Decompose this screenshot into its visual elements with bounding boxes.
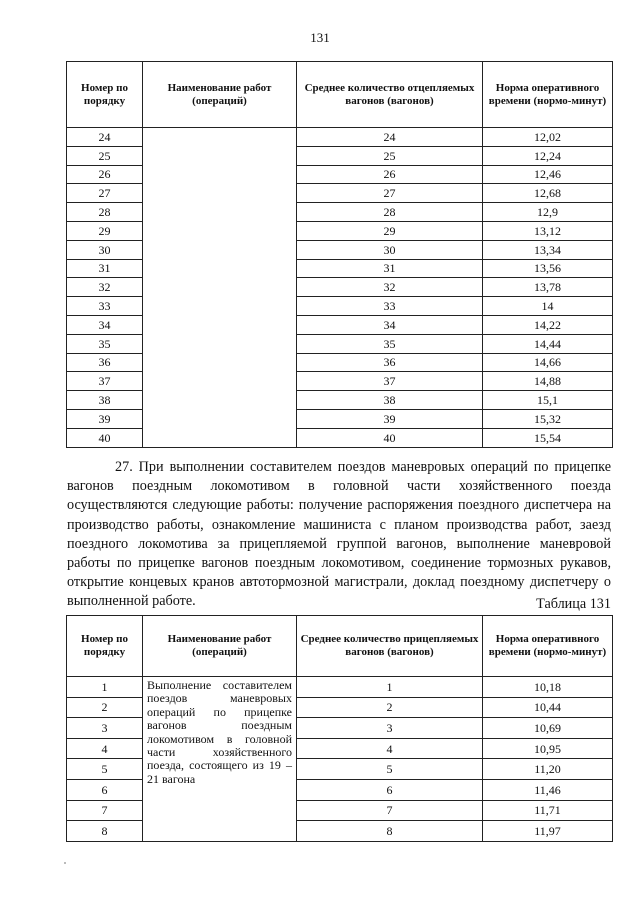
row-number-cell: 34 [67, 315, 143, 334]
norm-time-cell: 14 [483, 297, 613, 316]
row-number-cell: 2 [67, 697, 143, 718]
table-2-caption: Таблица 131 [536, 596, 611, 612]
table-row [67, 677, 613, 698]
wagon-count-cell: 24 [297, 128, 483, 147]
paragraph-27: 27. При выполнении составителем поездов маневровых операций по прицепке вагонов поездным локомотивом в головной части хозяйственного поезда осуществляются следующие работы: получение распоряжения поездного диспетчера на производство работы, ознакомление машиниста с планом производства работ, заезд поездного локомотива за прицепляемой группой вагонов, выполнение маневровой работы по прицепке вагонов поездным локомотивом, соединение тормозных рукавов, открытие концевых кранов автотормозной магистрали, доклад поездному диспетчеру о выполненной работе. [67, 459, 611, 610]
norm-time-cell: 15,32 [483, 409, 613, 428]
operation-cell [143, 128, 297, 448]
scan-speck [64, 862, 66, 864]
norm-time-cell: 12,24 [483, 146, 613, 165]
norm-time-cell: 11,20 [483, 759, 613, 780]
wagon-count-cell: 25 [297, 146, 483, 165]
norm-time-cell: 13,12 [483, 221, 613, 240]
wagon-count-cell: 4 [297, 738, 483, 759]
row-number-cell: 29 [67, 221, 143, 240]
norm-time-cell: 13,34 [483, 240, 613, 259]
norm-time-cell: 14,22 [483, 315, 613, 334]
row-number-cell: 30 [67, 240, 143, 259]
row-number-cell: 3 [67, 718, 143, 739]
wagon-count-cell: 32 [297, 278, 483, 297]
table-2-header-row [67, 616, 613, 677]
norm-time-cell: 10,95 [483, 738, 613, 759]
row-number-cell: 28 [67, 203, 143, 222]
table-1-body [67, 128, 613, 448]
norm-time-cell: 15,1 [483, 391, 613, 410]
row-number-cell: 38 [67, 391, 143, 410]
wagon-count-cell: 6 [297, 779, 483, 800]
header-norm: Норма оперативного времени (нормо-минут) [483, 62, 613, 128]
header-number: Номер по порядку [67, 616, 143, 677]
header-wagons: Среднее количество прицепляемых вагонов (вагонов) [297, 616, 483, 677]
row-number-cell: 25 [67, 146, 143, 165]
norm-time-cell: 13,78 [483, 278, 613, 297]
norm-time-cell: 14,66 [483, 353, 613, 372]
wagon-count-cell: 40 [297, 428, 483, 447]
row-number-cell: 35 [67, 334, 143, 353]
norm-time-cell: 11,97 [483, 821, 613, 842]
norm-time-cell: 14,44 [483, 334, 613, 353]
row-number-cell: 5 [67, 759, 143, 780]
row-number-cell: 32 [67, 278, 143, 297]
wagon-count-cell: 3 [297, 718, 483, 739]
norm-time-cell: 11,71 [483, 800, 613, 821]
row-number-cell: 33 [67, 297, 143, 316]
norm-time-cell: 13,56 [483, 259, 613, 278]
row-number-cell: 27 [67, 184, 143, 203]
row-number-cell: 37 [67, 372, 143, 391]
row-number-cell: 8 [67, 821, 143, 842]
norm-time-cell: 10,69 [483, 718, 613, 739]
row-number-cell: 36 [67, 353, 143, 372]
table-row [67, 128, 613, 147]
header-operation: Наименование работ (операций) [143, 616, 297, 677]
table-1 [66, 61, 613, 448]
wagon-count-cell: 37 [297, 372, 483, 391]
row-number-cell: 4 [67, 738, 143, 759]
row-number-cell: 1 [67, 677, 143, 698]
wagon-count-cell: 31 [297, 259, 483, 278]
norm-time-cell: 12,68 [483, 184, 613, 203]
wagon-count-cell: 38 [297, 391, 483, 410]
row-number-cell: 40 [67, 428, 143, 447]
norm-time-cell: 10,18 [483, 677, 613, 698]
norm-time-cell: 10,44 [483, 697, 613, 718]
wagon-count-cell: 33 [297, 297, 483, 316]
norm-time-cell: 14,88 [483, 372, 613, 391]
wagon-count-cell: 26 [297, 165, 483, 184]
wagon-count-cell: 5 [297, 759, 483, 780]
wagon-count-cell: 7 [297, 800, 483, 821]
row-number-cell: 31 [67, 259, 143, 278]
norm-time-cell: 12,02 [483, 128, 613, 147]
row-number-cell: 7 [67, 800, 143, 821]
operation-cell: Выполнение составителем поездов маневровых операций по прицепке вагонов поездным локомотивом в головной части хозяйственного поезда, состоящего из 19 – 21 вагона [143, 677, 297, 842]
wagon-count-cell: 27 [297, 184, 483, 203]
wagon-count-cell: 39 [297, 409, 483, 428]
norm-time-cell: 12,9 [483, 203, 613, 222]
page-number: 131 [310, 30, 330, 45]
wagon-count-cell: 8 [297, 821, 483, 842]
row-number-cell: 24 [67, 128, 143, 147]
wagon-count-cell: 36 [297, 353, 483, 372]
wagon-count-cell: 34 [297, 315, 483, 334]
norm-time-cell: 15,54 [483, 428, 613, 447]
wagon-count-cell: 1 [297, 677, 483, 698]
header-operation: Наименование работ (операций) [143, 62, 297, 128]
wagon-count-cell: 30 [297, 240, 483, 259]
norm-time-cell: 12,46 [483, 165, 613, 184]
norm-time-cell: 11,46 [483, 779, 613, 800]
row-number-cell: 6 [67, 779, 143, 800]
header-number: Номер по порядку [67, 62, 143, 128]
wagon-count-cell: 35 [297, 334, 483, 353]
header-norm: Норма оперативного времени (нормо-минут) [483, 616, 613, 677]
row-number-cell: 26 [67, 165, 143, 184]
table-2-body [67, 677, 613, 842]
wagon-count-cell: 2 [297, 697, 483, 718]
header-wagons: Среднее количество отцепляемых вагонов (вагонов) [297, 62, 483, 128]
table-1-header-row [67, 62, 613, 128]
wagon-count-cell: 28 [297, 203, 483, 222]
row-number-cell: 39 [67, 409, 143, 428]
wagon-count-cell: 29 [297, 221, 483, 240]
table-2 [66, 615, 613, 842]
